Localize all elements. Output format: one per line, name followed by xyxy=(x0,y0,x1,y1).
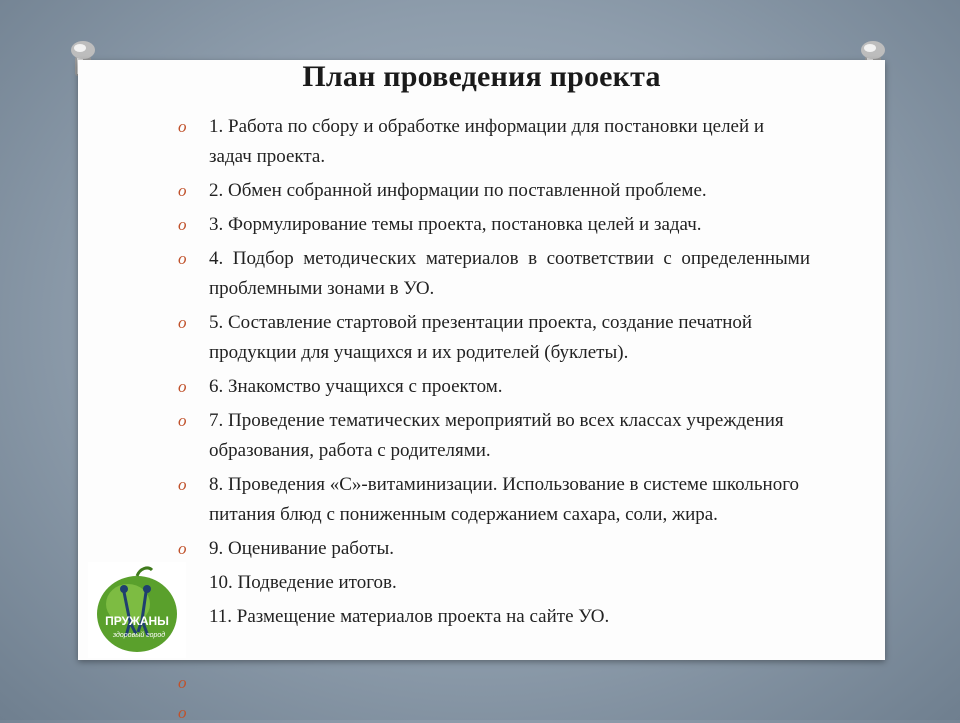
list-item: o 3. Формулирование темы проекта, постановка целей и задач. xyxy=(178,210,810,240)
list-item: o 8. Проведения «С»-витаминизации. Использование в системе школьного питания блюд с пониженным содержанием сахара, соли, жира. xyxy=(178,470,810,530)
bullet-icon: o xyxy=(178,411,187,430)
logo-text-sub: здоровый город xyxy=(112,632,166,639)
bullet-icon: o xyxy=(178,313,187,332)
list-item: 10. Подведение итогов. xyxy=(178,568,810,598)
logo-text-main: ПРУЖАНЫ xyxy=(105,614,169,628)
bullet-icon: o xyxy=(178,181,187,200)
bullet-icon: o xyxy=(178,377,187,396)
bullet-icon: o xyxy=(178,117,187,136)
list-item: o 2. Обмен собранной информации по поставленной проблеме. xyxy=(178,176,810,206)
bullet-icon: o xyxy=(178,249,187,268)
list-item: o 6. Знакомство учащихся с проектом. xyxy=(178,372,810,402)
list-item: o 7. Проведение тематических мероприятий во всех классах учреждения образования, работа с родителями. xyxy=(178,406,810,466)
list-item: o 9. Оценивание работы. xyxy=(178,534,810,564)
bullet-icon: o xyxy=(178,539,187,558)
bullet-icon: o xyxy=(178,475,187,494)
list-item: o 5. Составление стартовой презентации проекта, создание печатной продукции для учащихся и их родителей (буклеты). xyxy=(178,308,810,368)
bullet-icon: o xyxy=(178,215,187,234)
empty-bullet-icon: o xyxy=(178,673,187,692)
slide-title: План проведения проекта xyxy=(302,60,661,93)
list-item: 11. Размещение материалов проекта на сайте УО. xyxy=(178,602,810,632)
list-item: o 4. Подбор методических материалов в соответствии с определенными проблемными зонами в УО. xyxy=(178,244,810,304)
empty-bullet-icon: o xyxy=(178,703,187,722)
pruzhany-logo xyxy=(88,562,186,658)
plan-list xyxy=(178,112,810,636)
list-item: o 1. Работа по сбору и обработке информации для постановки целей и задач проекта. xyxy=(178,112,810,172)
